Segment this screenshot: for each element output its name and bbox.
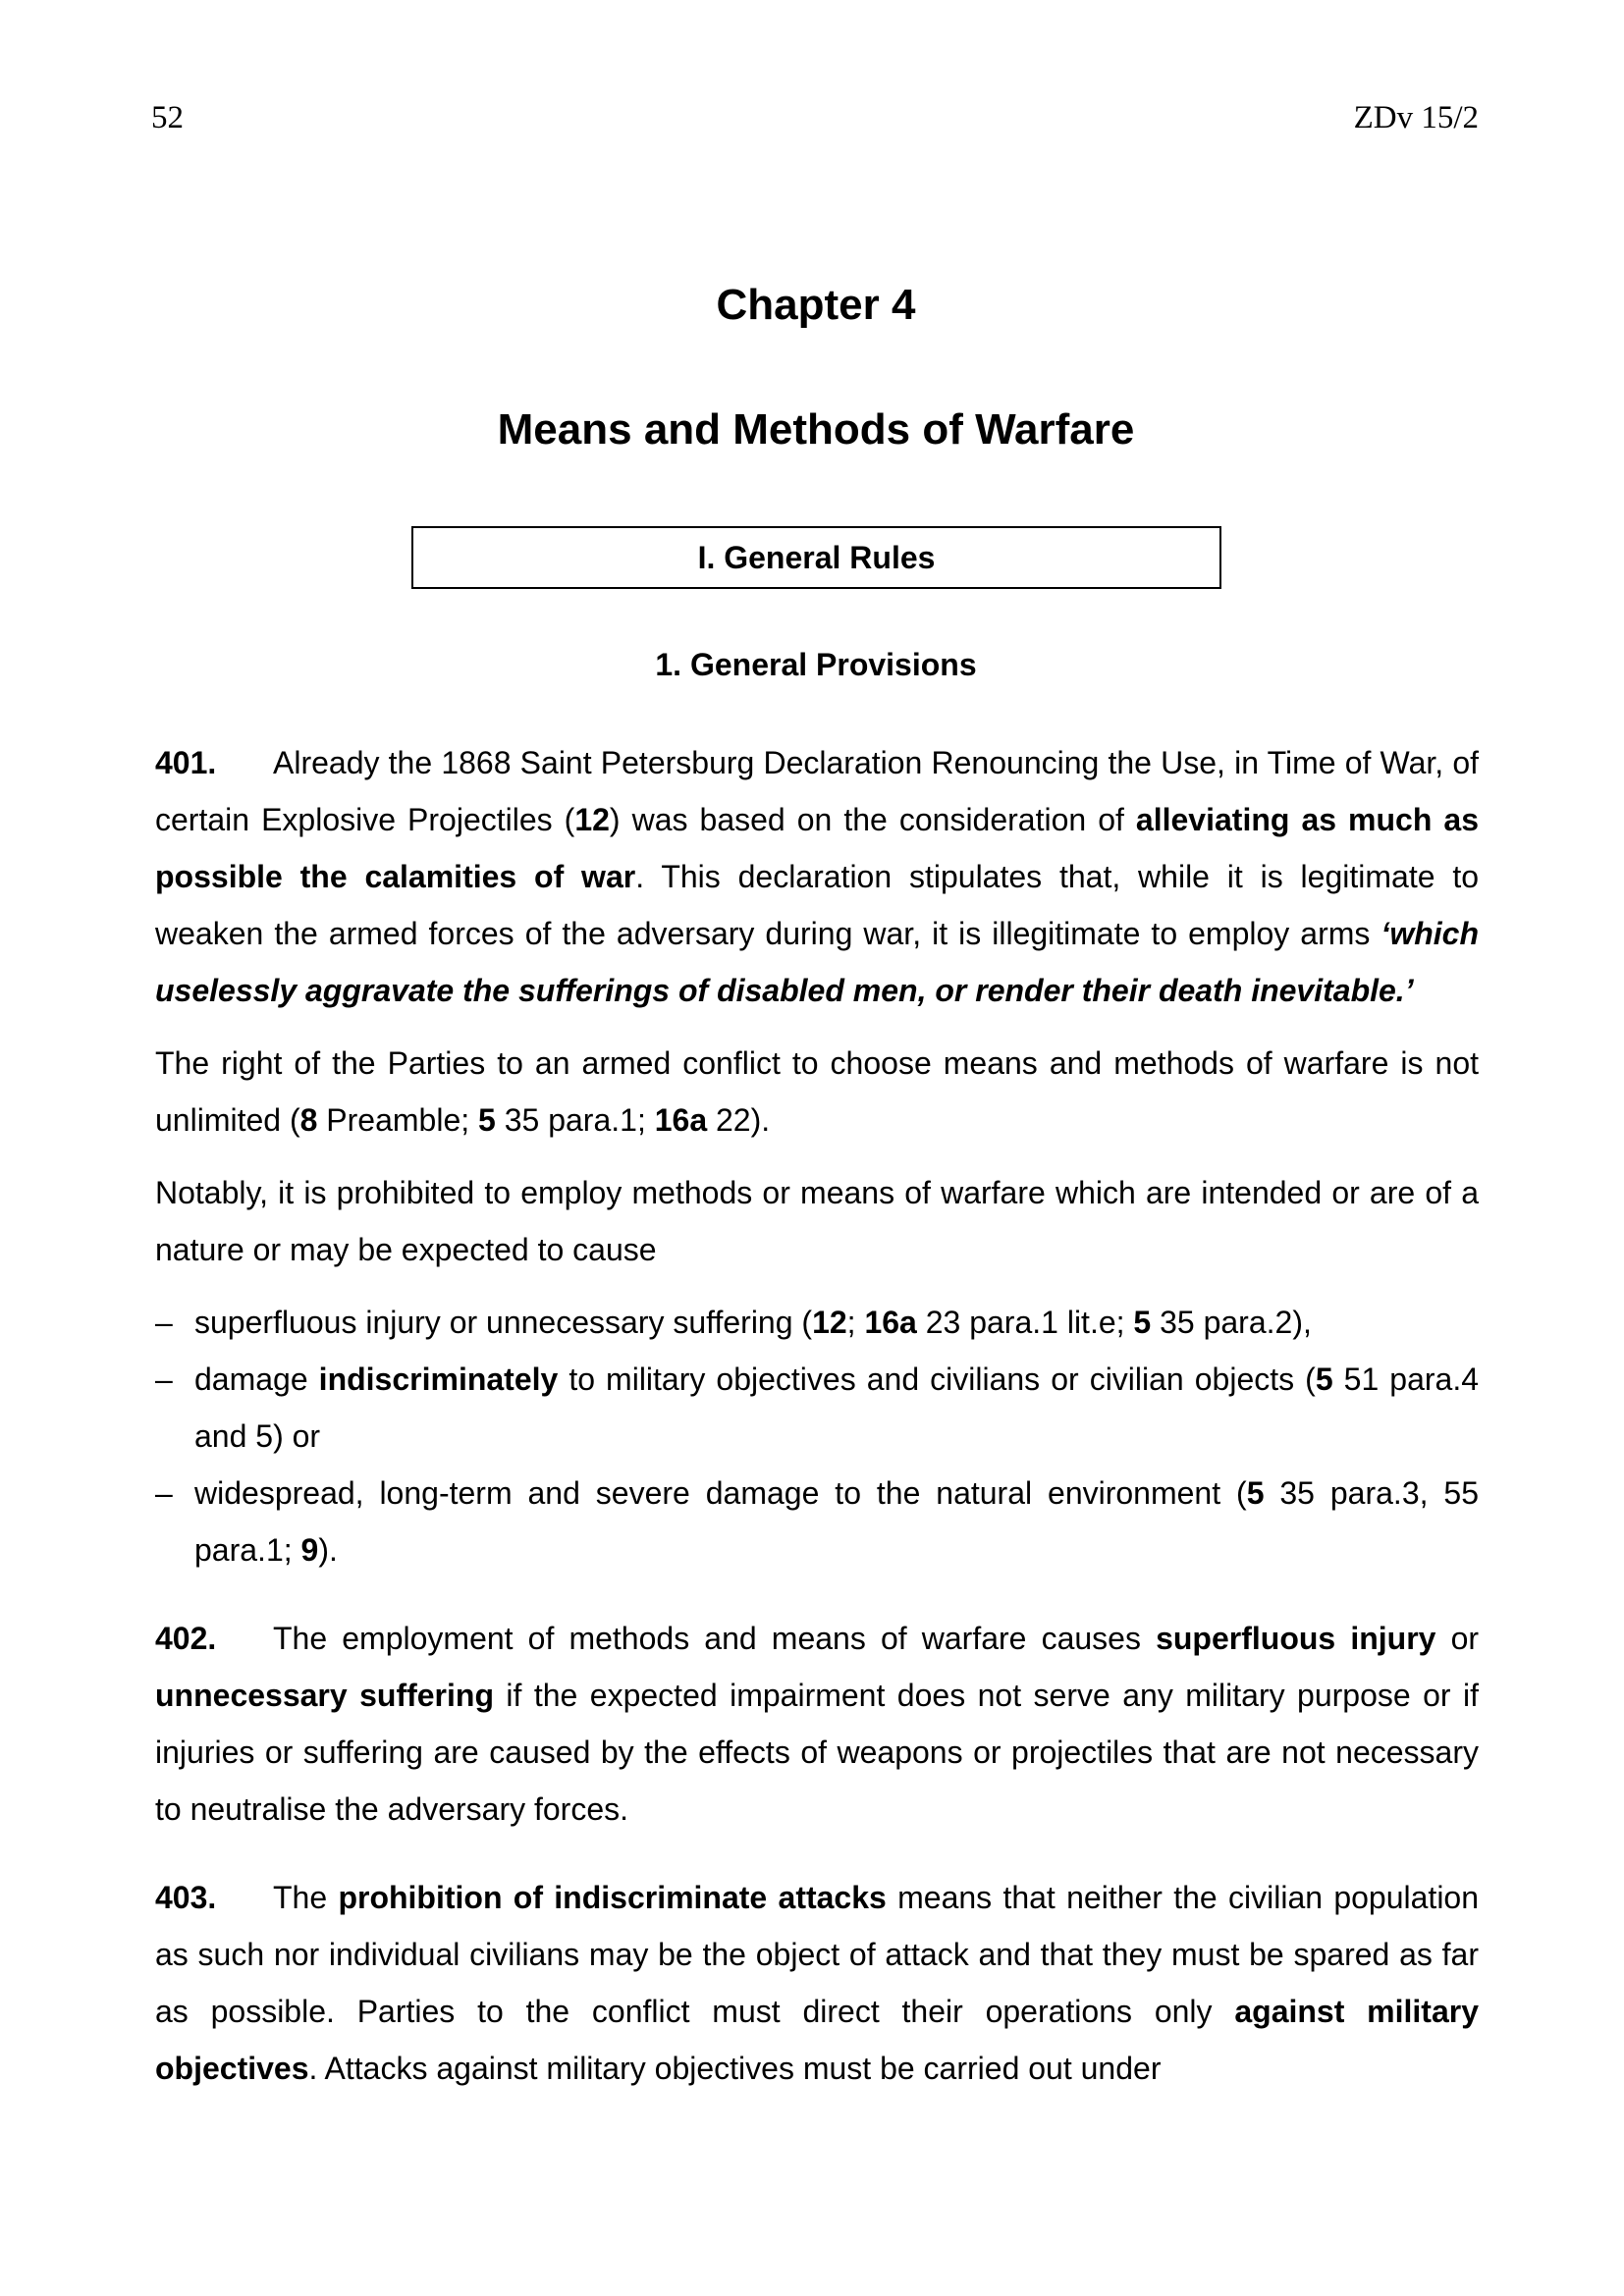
section-box bbox=[411, 526, 1221, 589]
text-run: to military objectives and civilians or civilian objects ( bbox=[558, 1362, 1316, 1397]
body-text bbox=[155, 734, 1479, 2097]
text-run: or bbox=[1435, 1621, 1480, 1656]
list-item bbox=[155, 1465, 1479, 1578]
reference-bold: 12 bbox=[812, 1305, 847, 1340]
text-run: means that neither the civilian population as such nor individual civilians may be the object of attack and that they must be spared as far as possible. Parties to the conflict must direct their operations only bbox=[155, 1880, 1480, 2029]
text-run: 22). bbox=[707, 1102, 771, 1138]
text-run: The bbox=[273, 1880, 339, 1915]
text-run: 35 para.2), bbox=[1151, 1305, 1312, 1340]
text-run: ; bbox=[846, 1305, 865, 1340]
paragraph-402 bbox=[155, 1610, 1479, 1838]
chapter-title: Means and Methods of Warfare bbox=[497, 405, 1135, 454]
text-run: 23 para.1 lit.e; bbox=[916, 1305, 1134, 1340]
reference-bold: 9 bbox=[300, 1532, 319, 1568]
emphasis-bold: indiscriminately bbox=[318, 1362, 559, 1397]
text-run: The right of the Parties to an armed conflict to choose means and methods of warfare is not unlimited ( bbox=[155, 1045, 1479, 1138]
reference-bold: 16a bbox=[864, 1305, 917, 1340]
paragraph-number: 402. bbox=[155, 1621, 217, 1656]
text-run: The employment of methods and means of warfare causes bbox=[273, 1621, 1157, 1656]
emphasis-bold: unnecessary suffering bbox=[155, 1678, 494, 1713]
text-run: . Attacks against military objectives must be carried out under bbox=[308, 2051, 1162, 2086]
text-run: ). bbox=[318, 1532, 338, 1568]
reference-bold: 16a bbox=[654, 1102, 708, 1138]
text-run: Preamble; bbox=[317, 1102, 479, 1138]
text-run: 35 para.3, 55 para.1; bbox=[194, 1475, 1480, 1568]
paragraph-number: 401. bbox=[155, 745, 217, 780]
reference-bold: 5 bbox=[1133, 1305, 1152, 1340]
chapter-label: Chapter 4 bbox=[716, 281, 916, 329]
reference-bold: 5 bbox=[1315, 1362, 1333, 1397]
reference-bold: 8 bbox=[299, 1102, 318, 1138]
paragraph-403 bbox=[155, 1869, 1479, 2097]
text-run: Already the 1868 Saint Petersburg Declaration Renouncing the Use, in Time of War, of certain Explosive Projectiles ( bbox=[155, 745, 1479, 837]
text-run: ) was based on the consideration of bbox=[609, 802, 1136, 837]
reference-bold: 5 bbox=[1246, 1475, 1265, 1511]
reference-bold: 5 bbox=[478, 1102, 496, 1138]
prohibition-list bbox=[155, 1294, 1479, 1578]
emphasis-bold: prohibition of indiscriminate attacks bbox=[338, 1880, 887, 1915]
document-reference: ZDv 15/2 bbox=[1353, 100, 1479, 135]
text-run: superfluous injury or unnecessary suffering ( bbox=[194, 1305, 813, 1340]
page-number: 52 bbox=[151, 100, 184, 135]
emphasis-bold: against military objectives bbox=[155, 1994, 1480, 2086]
text-run: 35 para.1; bbox=[495, 1102, 655, 1138]
reference-bold: 12 bbox=[574, 802, 610, 837]
text-run: widespread, long-term and severe damage to the natural environment ( bbox=[194, 1475, 1247, 1511]
text-run: 51 para.4 and 5) or bbox=[194, 1362, 1480, 1454]
paragraph-right-of-parties bbox=[155, 1035, 1479, 1148]
section-box-title: I. General Rules bbox=[697, 539, 936, 575]
emphasis-bold: superfluous injury bbox=[1156, 1621, 1436, 1656]
list-item bbox=[155, 1351, 1479, 1465]
paragraph-notably: Notably, it is prohibited to employ methods or means of warfare which are intended or are of a nature or may be expected to cause bbox=[155, 1175, 1479, 1267]
list-item bbox=[155, 1294, 1479, 1351]
quotation-bold-italic: ‘which uselessly aggravate the sufferings of disabled men, or render their death inevitable.’ bbox=[155, 916, 1479, 1008]
text-run: damage bbox=[194, 1362, 319, 1397]
subsection-heading: 1. General Provisions bbox=[655, 647, 977, 682]
paragraph-number: 403. bbox=[155, 1880, 217, 1915]
paragraph-401 bbox=[155, 734, 1479, 1019]
text-run: if the expected impairment does not serve any military purpose or if injuries or suffering are caused by the effects of weapons or projectiles that are not necessary to neutralise the adversary forces. bbox=[155, 1678, 1480, 1827]
text-run: . This declaration stipulates that, while it is legitimate to weaken the armed forces of the adversary during war, it is illegitimate to employ arms bbox=[155, 859, 1480, 951]
emphasis-bold: alleviating as much as possible the calamities of war bbox=[155, 802, 1480, 894]
